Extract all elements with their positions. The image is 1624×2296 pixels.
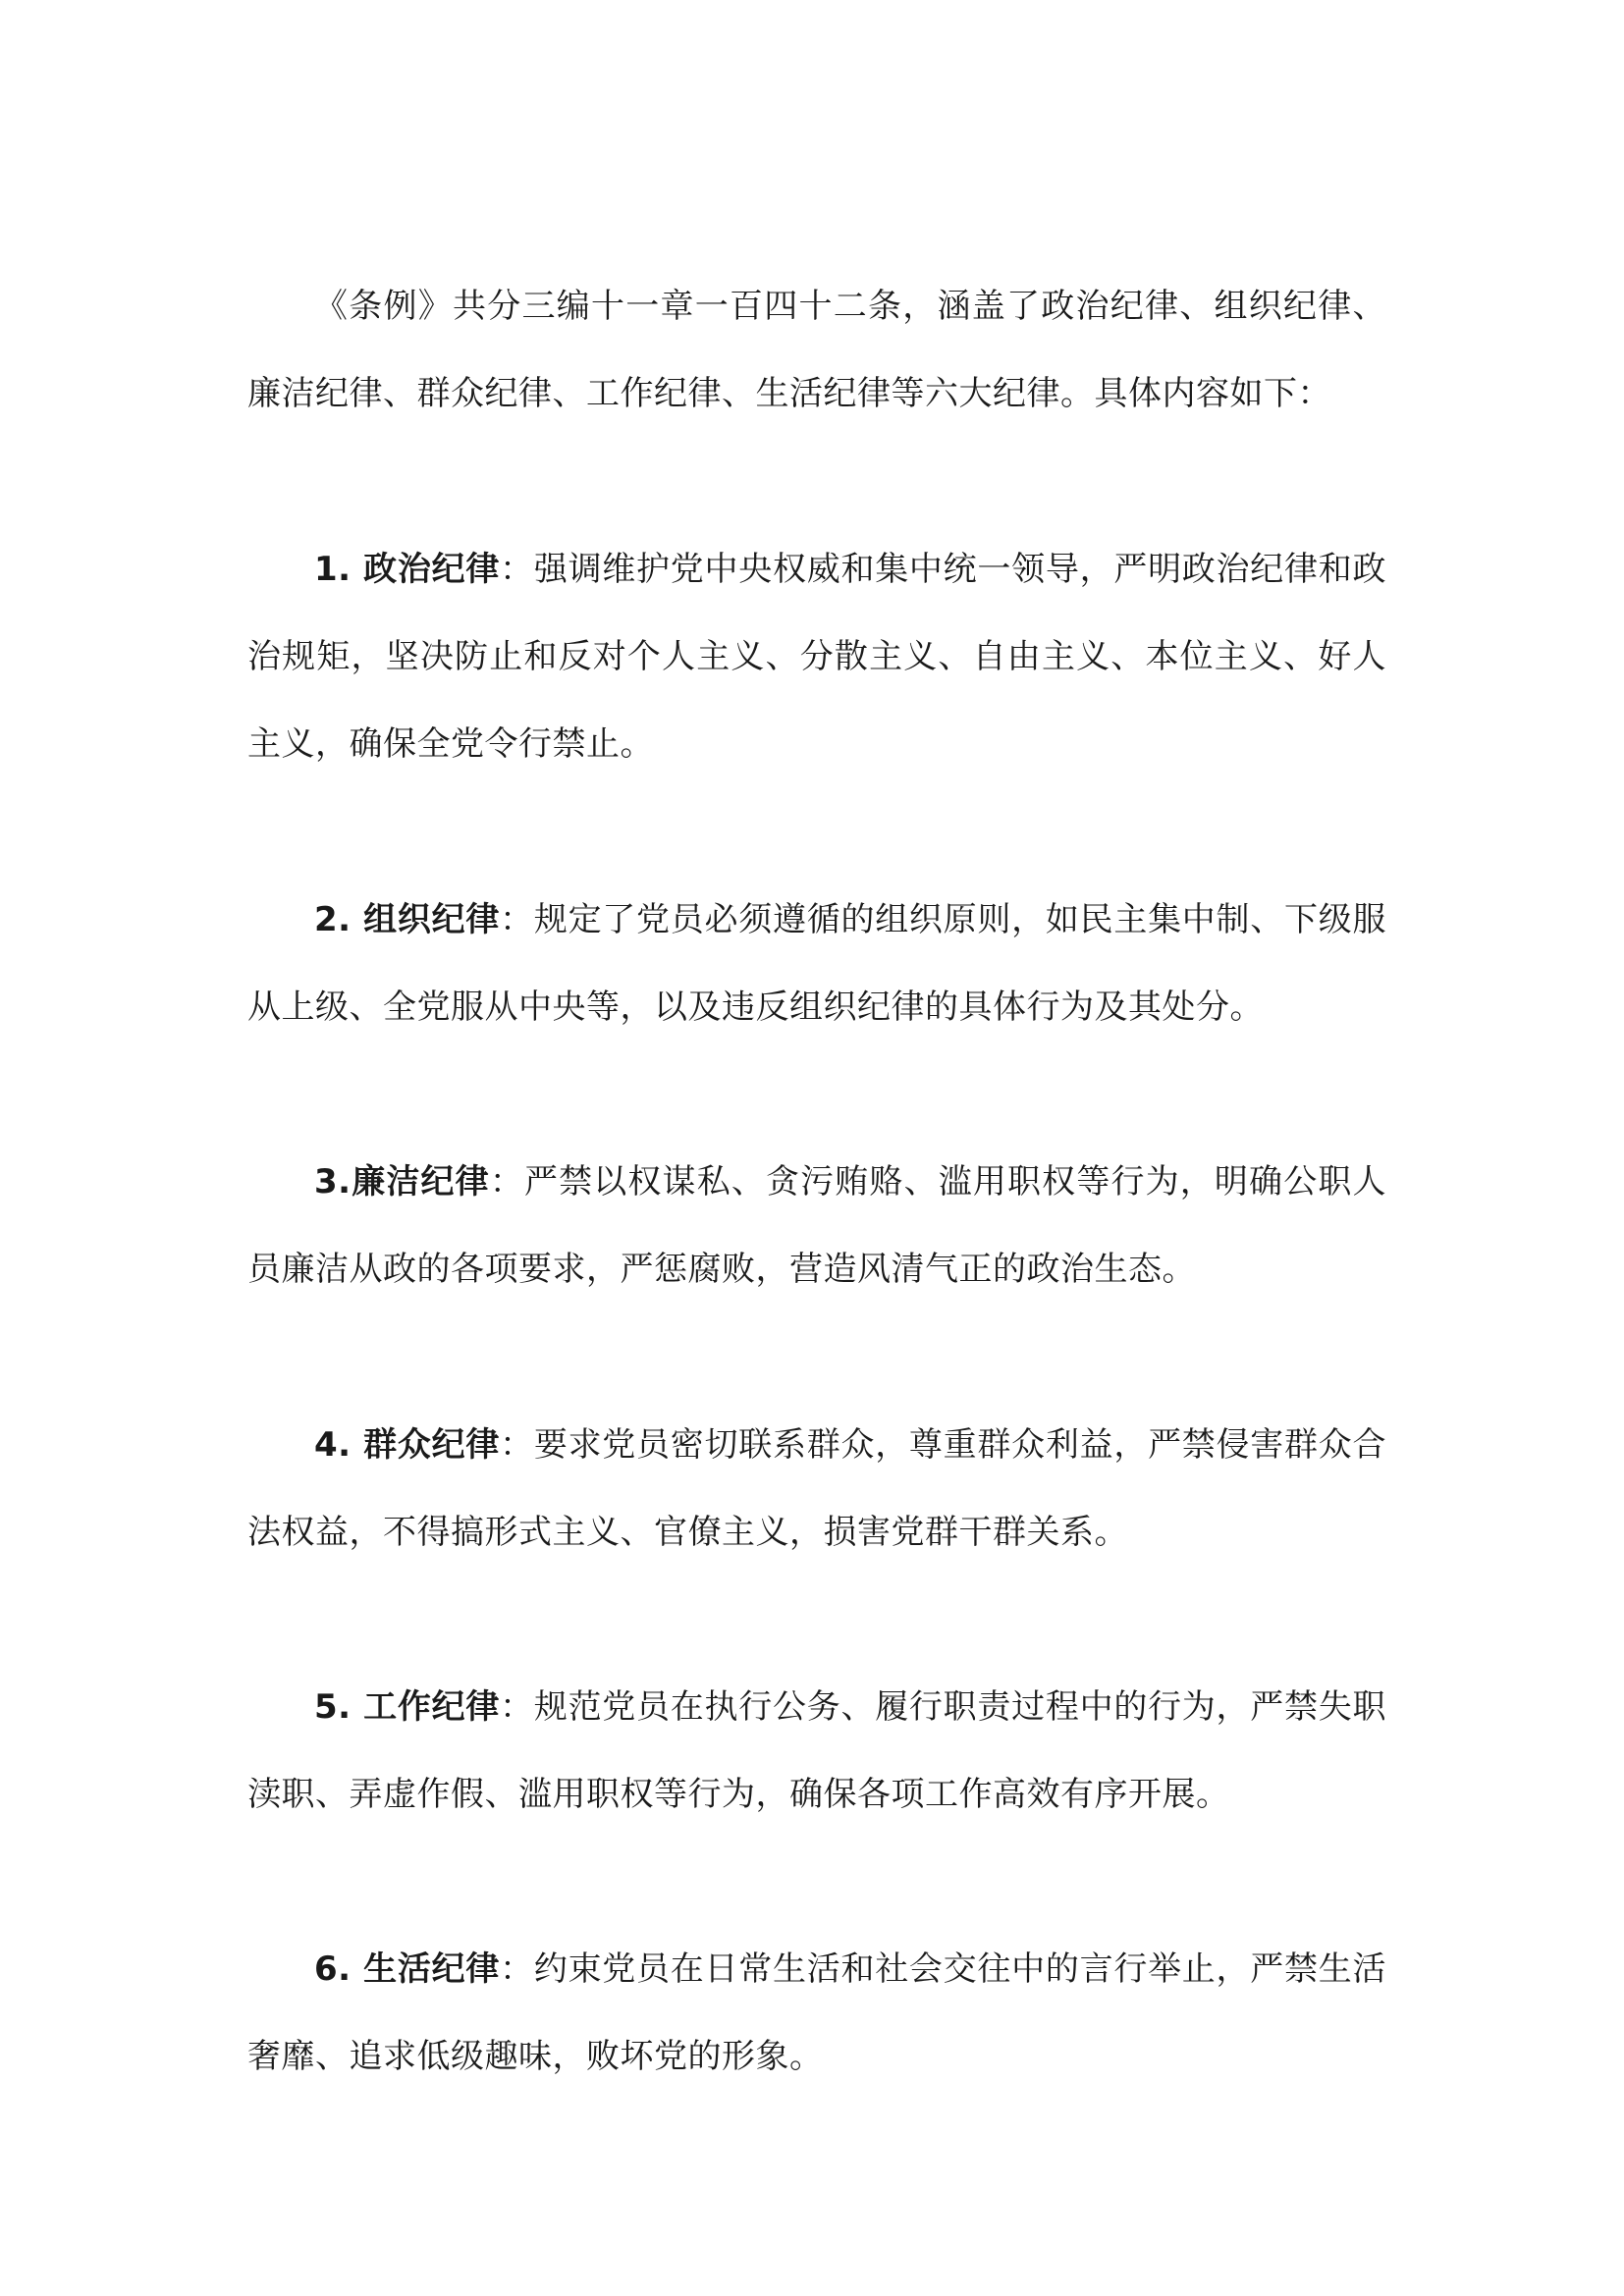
- political-discipline-paragraph: [247, 526, 1386, 788]
- life-discipline-text: ：约束党员在日常生活和社会交往中的言行举止，严禁生活奢靡、追求低级趣味，败坏党的形象。: [247, 1949, 1386, 2076]
- mass-discipline-text: ：要求党员密切联系群众，尊重群众利益，严禁侵害群众合法权益，不得搞形式主义、官僚主义，损害党群干群关系。: [247, 1425, 1386, 1552]
- political-discipline-text: ：强调维护党中央权威和集中统一领导，严明政治纪律和政治规矩，坚决防止和反对个人主义、分散主义、自由主义、本位主义、好人主义，确保全党令行禁止。: [247, 550, 1386, 764]
- integrity-discipline-text: ：严禁以权谋私、贪污贿赂、滥用职权等行为，明确公职人员廉洁从政的各项要求，严惩腐败，营造风清气正的政治生态。: [247, 1162, 1386, 1289]
- organizational-discipline-paragraph: [247, 877, 1386, 1051]
- work-discipline-heading: 5. 工作纪律: [314, 1687, 501, 1727]
- organizational-discipline-text: ：规定了党员必须遵循的组织原则，如民主集中制、下级服从上级、全党服从中央等，以及违反组织纪律的具体行为及其处分。: [247, 900, 1386, 1027]
- work-discipline-paragraph: [247, 1664, 1386, 1839]
- intro-paragraph: [247, 263, 1386, 438]
- integrity-discipline-paragraph: [247, 1139, 1386, 1313]
- life-discipline-paragraph: [247, 1926, 1386, 2101]
- political-discipline-heading: 1. 政治纪律: [314, 550, 501, 589]
- mass-discipline-heading: 4. 群众纪律: [314, 1425, 501, 1465]
- work-discipline-text: ：规范党员在执行公务、履行职责过程中的行为，严禁失职渎职、弄虚作假、滥用职权等行为，确保各项工作高效有序开展。: [247, 1687, 1386, 1814]
- integrity-discipline-heading: 3.廉洁纪律: [314, 1162, 490, 1201]
- mass-discipline-paragraph: [247, 1402, 1386, 1576]
- organizational-discipline-heading: 2. 组织纪律: [314, 900, 501, 939]
- intro-text: 《条例》共分三编十一章一百四十二条，涵盖了政治纪律、组织纪律、廉洁纪律、群众纪律、工作纪律、生活纪律等六大纪律。具体内容如下：: [247, 287, 1386, 413]
- life-discipline-heading: 6. 生活纪律: [314, 1949, 501, 1989]
